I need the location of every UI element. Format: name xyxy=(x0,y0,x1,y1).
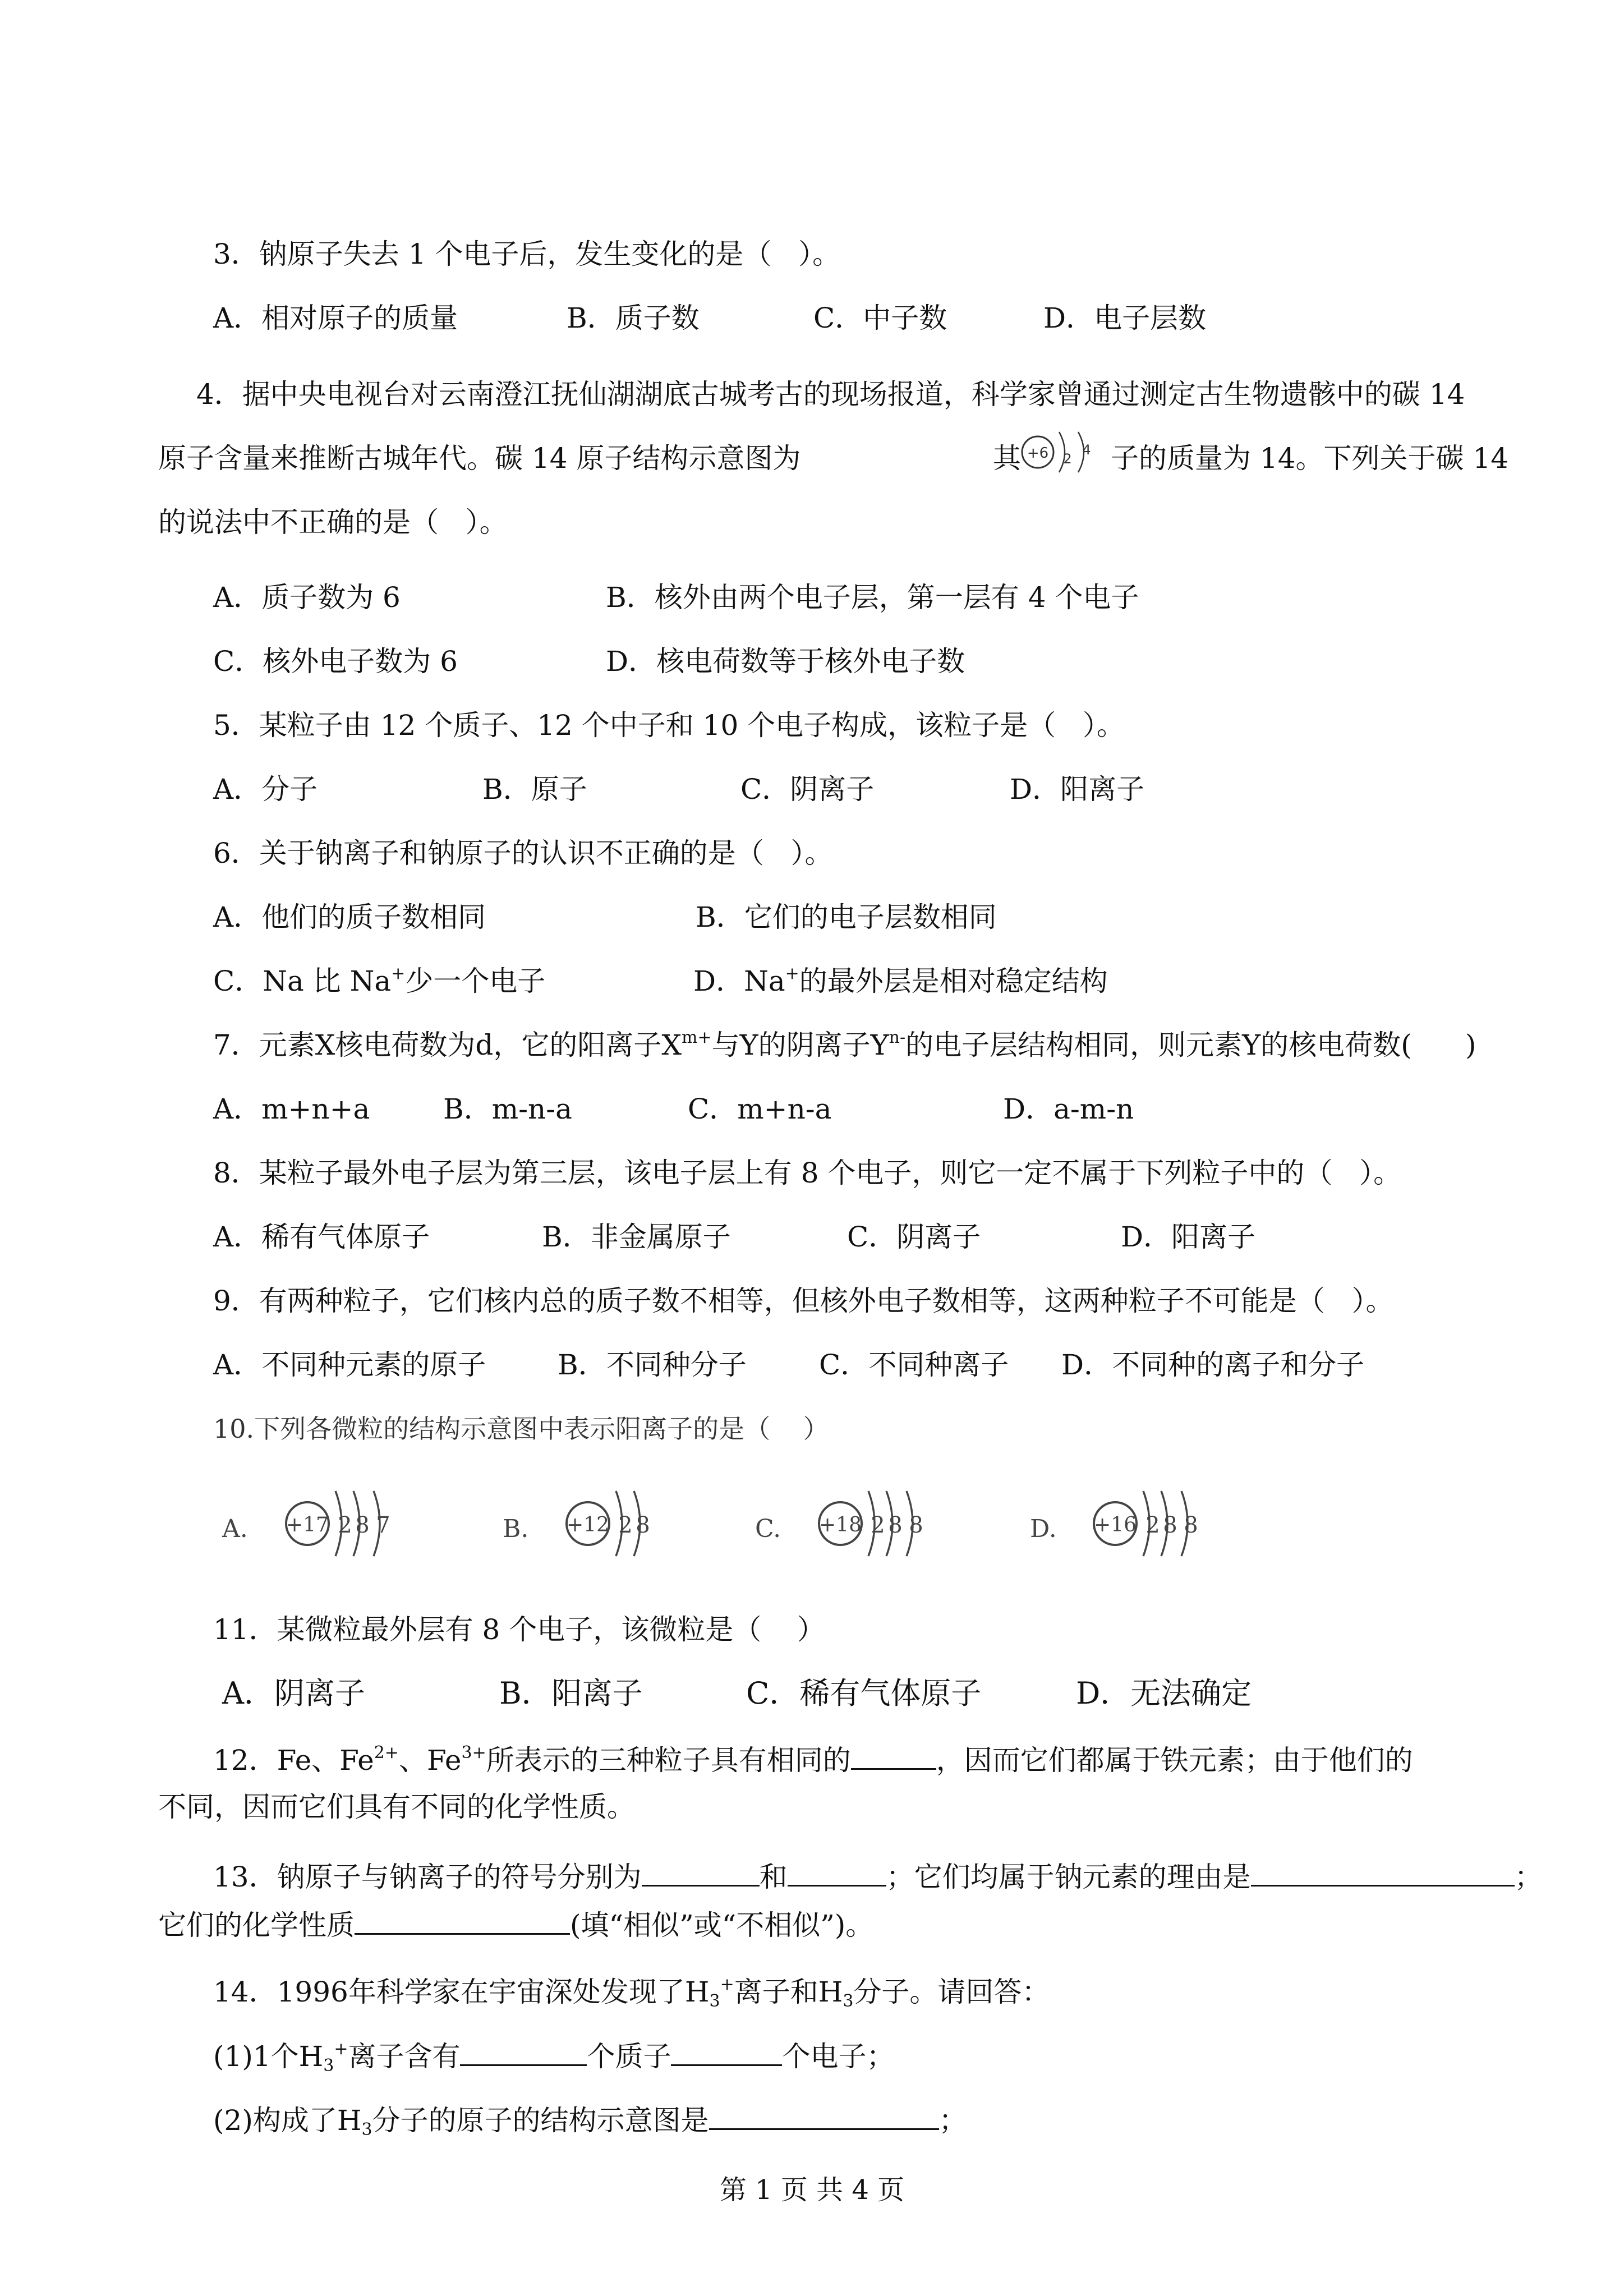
q10-diagram-b xyxy=(499,1481,679,1565)
q10-diagram-c-letter: C. xyxy=(755,1515,781,1543)
q3-option-a: A．相对原子的质量 xyxy=(213,302,458,334)
q10-diagram-b-letter: B. xyxy=(503,1515,529,1543)
q13-line1: 13．钠原子与钠离子的符号分别为 和 ；它们均属于钠元素的理由是 ； xyxy=(213,1861,1543,1893)
q11-option-c: C．稀有气体原子 xyxy=(746,1676,982,1711)
q4-line1: 4．据中央电视台对云南澄江抚仙湖湖底古城考古的现场报道，科学家曾通过测定古生物遗骸中的碳 14 xyxy=(196,378,1465,411)
q5-option-c: C．阴离子 xyxy=(740,773,875,806)
q12-line2: 不同，因而它们具有不同的化学性质。 xyxy=(158,1791,635,1823)
q3-option-b: B．质子数 xyxy=(567,302,700,334)
q4-option-c: C．核外电子数为 6 xyxy=(213,645,458,678)
q6-option-c: C．Na 比 Na+少一个电子 xyxy=(213,964,546,997)
q6-option-b: B．它们的电子层数相同 xyxy=(696,901,997,933)
q10-diagram-d-letter: D. xyxy=(1030,1515,1057,1543)
q3-option-c: C．中子数 xyxy=(813,302,947,334)
q10-diagram-a-letter: A. xyxy=(222,1515,248,1543)
shell-3-electrons: 8 xyxy=(909,1512,923,1538)
q7-option-c: C．m+n-a xyxy=(688,1093,832,1125)
nucleus-charge: +16 xyxy=(1094,1513,1137,1536)
q4-line2-c: 子的质量为 14。下列关于碳 14 xyxy=(1111,442,1509,475)
q4-option-d: D．核电荷数等于核外电子数 xyxy=(606,645,965,678)
q5-option-d: D．阳离子 xyxy=(1010,773,1145,806)
q10-diagram-c xyxy=(752,1481,954,1565)
q9-option-a: A．不同种元素的原子 xyxy=(213,1349,486,1381)
q13-blank-2[interactable] xyxy=(788,1861,886,1887)
q9-option-d: D．不同种的离子和分子 xyxy=(1061,1349,1365,1381)
q10-diagram-d xyxy=(1027,1481,1229,1565)
shell-2-electrons: 4 xyxy=(1082,442,1091,458)
shell-1-electrons: 2 xyxy=(1063,451,1072,467)
shell-1-electrons: 2 xyxy=(1145,1512,1160,1538)
q9-stem: 9．有两种粒子，它们核内总的质子数不相等，但核外电子数相等，这两种粒子不可能是（ ）。 xyxy=(213,1285,1394,1317)
q7-option-d: D．a-m-n xyxy=(1003,1093,1134,1125)
q4-line3: 的说法中不正确的是（ ）。 xyxy=(158,506,508,539)
q14-blank-1[interactable] xyxy=(460,2041,587,2066)
nucleus-charge: +17 xyxy=(286,1513,329,1536)
q7-option-b: B．m-n-a xyxy=(443,1093,572,1125)
shell-1-electrons: 2 xyxy=(338,1512,352,1538)
q4-option-a: A．质子数为 6 xyxy=(213,581,401,614)
shell-2-electrons: 8 xyxy=(1163,1512,1177,1538)
shell-1-electrons: 2 xyxy=(871,1512,885,1538)
shell-2-electrons: 8 xyxy=(888,1512,903,1538)
q9-option-c: C．不同种离子 xyxy=(819,1349,1009,1381)
q3-stem: 3．钠原子失去 1 个电子后，发生变化的是（ ）。 xyxy=(213,238,841,270)
q7-option-a: A．m+n+a xyxy=(213,1093,370,1125)
q14-blank-3[interactable] xyxy=(709,2105,939,2130)
shell-2-electrons: 8 xyxy=(355,1512,370,1538)
q12-line1: 12．Fe、$Fe^{2+}$、$Fe^{3+}$所表示的三种粒子具有相同的 ，因而它们都属于铁元素；由于他们的 xyxy=(213,1743,1413,1777)
q13-blank-3[interactable] xyxy=(1251,1861,1515,1887)
q13-blank-4[interactable] xyxy=(355,1910,570,1935)
nucleus-charge: +12 xyxy=(567,1513,609,1536)
q10-stem: 10.下列各微粒的结构示意图中表示阳离子的是（ ） xyxy=(213,1414,829,1444)
q13-blank-1[interactable] xyxy=(642,1861,760,1887)
q3-option-d: D．电子层数 xyxy=(1043,302,1207,334)
q6-option-d: D．Na+的最外层是相对稳定结构 xyxy=(693,964,1108,997)
shell-2-electrons: 8 xyxy=(636,1512,650,1538)
q4-line2-a: 原子含量来推断古城年代。碳 14 原子结构示意图为 xyxy=(158,442,801,475)
nucleus-charge: +18 xyxy=(819,1513,862,1536)
q5-option-b: B．原子 xyxy=(482,773,587,806)
q14-part2: (2)构成了$H_3$分子的原子的结构示意图是 ； xyxy=(213,2104,967,2139)
q11-option-d: D．无法确定 xyxy=(1076,1676,1252,1711)
q8-option-c: C．阴离子 xyxy=(847,1221,981,1253)
page-footer: 第 1 页 共 4 页 xyxy=(719,2174,905,2206)
q10-diagram-a xyxy=(219,1481,421,1565)
q8-option-b: B．非金属原子 xyxy=(542,1221,731,1253)
q4-option-b: B．核外由两个电子层，第一层有 4 个电子 xyxy=(606,581,1139,614)
shell-1-electrons: 2 xyxy=(618,1512,633,1538)
q6-option-a: A．他们的质子数相同 xyxy=(213,901,486,933)
q8-stem: 8．某粒子最外电子层为第三层，该电子层上有 8 个电子，则它一定不属于下列粒子中的（ ）。 xyxy=(213,1157,1402,1189)
q11-option-b: B．阳离子 xyxy=(499,1676,643,1711)
q14-part1: (1)1个$H_3^+$离子含有 个质子 个电子； xyxy=(213,2039,895,2076)
q13-line2: 它们的化学性质 (填“相似”或“不相似”)。 xyxy=(158,1909,874,1941)
shell-3-electrons: 8 xyxy=(1184,1512,1198,1538)
q4-line2-b: 其 xyxy=(993,442,1021,475)
q12-blank-1[interactable] xyxy=(851,1745,936,1770)
q6-stem: 6．关于钠离子和钠原子的认识不正确的是（ ）。 xyxy=(213,837,833,869)
q8-option-d: D．阳离子 xyxy=(1121,1221,1256,1253)
nucleus-charge: +6 xyxy=(1027,445,1049,462)
carbon14-structure-diagram xyxy=(1015,425,1116,487)
q11-option-a: A．阴离子 xyxy=(222,1676,365,1711)
q14-stem: 14．1996年科学家在宇宙深处发现了$H_3^+$离子和$H_3$分子。请回答： xyxy=(213,1975,1050,2011)
q8-option-a: A．稀有气体原子 xyxy=(213,1221,430,1253)
q9-option-b: B．不同种分子 xyxy=(558,1349,747,1381)
shell-3-electrons: 7 xyxy=(376,1512,390,1538)
q7-stem: 7．元素X核电荷数为d，它的阳离子$X^{m+}$与Y的阴离子$Y^{n-}$的电子层结构相同，则元素Y的核电荷数( ) xyxy=(213,1028,1476,1061)
q5-stem: 5．某粒子由 12 个质子、12 个中子和 10 个电子构成，该粒子是（ ）。 xyxy=(213,709,1125,742)
q11-stem: 11．某微粒最外层有 8 个电子，该微粒是（ ） xyxy=(213,1613,825,1646)
q5-option-a: A．分子 xyxy=(213,773,318,806)
q14-blank-2[interactable] xyxy=(671,2041,782,2066)
